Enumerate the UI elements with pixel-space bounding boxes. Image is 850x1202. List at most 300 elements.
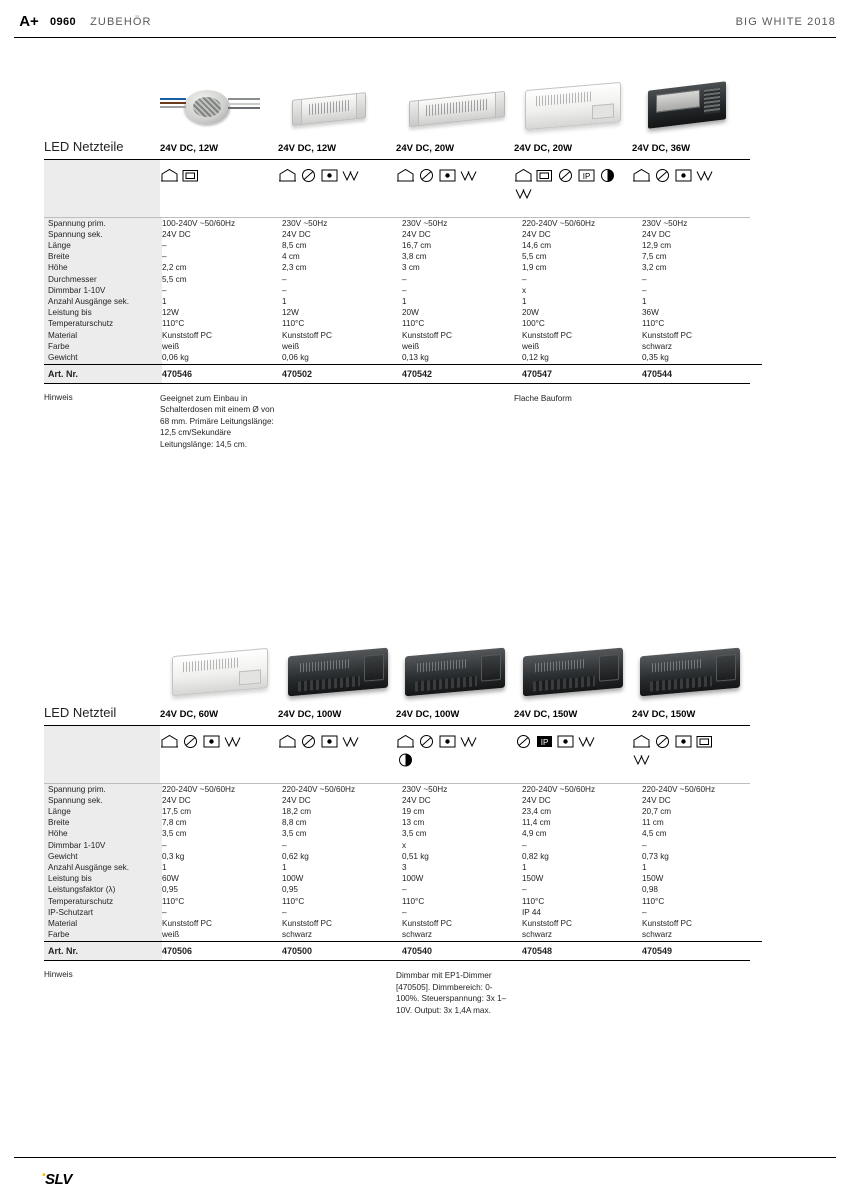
spec-value: 3,2 cm bbox=[642, 263, 667, 273]
spec-value: 24V DC bbox=[402, 229, 431, 239]
house-icon bbox=[396, 734, 415, 749]
spec-value: Kunststoff PC bbox=[402, 918, 452, 928]
article-number[interactable]: 470546 bbox=[162, 364, 282, 383]
notes-row bbox=[44, 393, 750, 451]
spec-value: 24V DC bbox=[642, 795, 671, 805]
table-row bbox=[44, 795, 762, 806]
spec-value: 0,62 kg bbox=[282, 851, 309, 861]
spec-value: 110°C bbox=[282, 896, 305, 906]
spec-label: Spannung prim. bbox=[44, 784, 162, 795]
pictogram-cell bbox=[396, 726, 514, 783]
double-insulation-icon bbox=[341, 168, 360, 183]
spec-label: IP-Schutzart bbox=[44, 907, 162, 918]
catalog-title: BIG WHITE 2018 bbox=[735, 16, 836, 28]
spec-value: – bbox=[402, 285, 407, 295]
circle-icon bbox=[299, 734, 318, 749]
square-dot-icon bbox=[438, 168, 457, 183]
product-photo bbox=[515, 50, 633, 138]
box-icon bbox=[695, 734, 714, 749]
pictogram-cell bbox=[160, 160, 278, 217]
article-number[interactable]: 470547 bbox=[522, 364, 642, 383]
spec-label: Breite bbox=[44, 818, 162, 829]
spec-value: 150W bbox=[522, 874, 544, 884]
spec-value: – bbox=[162, 840, 167, 850]
spec-table bbox=[44, 218, 762, 383]
spec-value: 1 bbox=[522, 296, 527, 306]
square-dot-icon bbox=[202, 734, 221, 749]
svg-text:IP: IP bbox=[540, 738, 549, 747]
square-dot-icon bbox=[674, 168, 693, 183]
spec-value: weiß bbox=[282, 341, 300, 351]
spec-value: Kunststoff PC bbox=[162, 330, 212, 340]
svg-text:IP: IP bbox=[582, 172, 591, 181]
house-icon bbox=[632, 734, 651, 749]
table-row bbox=[44, 896, 762, 907]
double-insulation-icon bbox=[632, 752, 651, 767]
spec-value: 13 cm bbox=[402, 818, 425, 828]
table-row bbox=[44, 252, 762, 263]
spec-value: – bbox=[162, 907, 167, 917]
note-text bbox=[278, 393, 396, 451]
spec-label: Leistung bis bbox=[44, 308, 162, 319]
spec-value: 11 cm bbox=[642, 818, 664, 828]
spec-label: Material bbox=[44, 918, 162, 929]
spec-value: 110°C bbox=[162, 319, 185, 329]
spec-value: x bbox=[522, 285, 527, 295]
circle-icon bbox=[417, 168, 436, 183]
spec-value: 4,9 cm bbox=[522, 829, 547, 839]
spec-value: 8,8 cm bbox=[282, 818, 307, 828]
spec-value: – bbox=[402, 885, 407, 895]
article-number[interactable]: 470540 bbox=[402, 941, 522, 960]
spec-value: 1 bbox=[282, 862, 287, 872]
spec-value: 110°C bbox=[402, 896, 425, 906]
product-photo bbox=[397, 616, 515, 704]
spec-label: Anzahl Ausgänge sek. bbox=[44, 296, 162, 307]
spec-value: 0,35 kg bbox=[642, 352, 669, 362]
spec-value: 0,06 kg bbox=[282, 352, 309, 362]
table-row bbox=[44, 263, 762, 274]
circle-icon bbox=[417, 734, 436, 749]
spec-value: 0,51 kg bbox=[402, 851, 429, 861]
table-row-article-number bbox=[44, 941, 762, 960]
spec-value: – bbox=[642, 274, 647, 284]
product-variant-title: 24V DC, 36W bbox=[632, 143, 691, 154]
spec-label: Länge bbox=[44, 806, 162, 817]
circle-icon bbox=[653, 734, 672, 749]
spec-table-wrapper bbox=[44, 218, 750, 384]
artnr-label: Art. Nr. bbox=[44, 364, 162, 383]
artnr-label: Art. Nr. bbox=[44, 941, 162, 960]
spec-value: 24V DC bbox=[162, 229, 191, 239]
table-row bbox=[44, 341, 762, 352]
spec-value: 0,95 bbox=[282, 885, 298, 895]
spec-value: IP 44 bbox=[522, 907, 541, 917]
house-icon bbox=[278, 168, 297, 183]
product-family-name: LED Netzteil bbox=[44, 705, 117, 720]
spec-value: – bbox=[282, 274, 287, 284]
spec-value: – bbox=[522, 274, 527, 284]
spec-value: schwarz bbox=[642, 930, 673, 940]
spec-value: 5,5 cm bbox=[522, 252, 547, 262]
spec-value: 100°C bbox=[522, 319, 545, 329]
table-row bbox=[44, 806, 762, 817]
spec-value: 150W bbox=[642, 874, 664, 884]
product-variant-title: 24V DC, 12W bbox=[160, 143, 219, 154]
spec-value: 220-240V ~50/60Hz bbox=[162, 784, 236, 794]
ip44-icon bbox=[535, 734, 554, 749]
energy-class-badge: A+ bbox=[14, 10, 44, 32]
spec-value: 20W bbox=[522, 308, 539, 318]
page-footer bbox=[14, 1157, 836, 1158]
spec-value: 36W bbox=[642, 308, 659, 318]
spec-value: Kunststoff PC bbox=[642, 330, 692, 340]
spec-value: – bbox=[282, 285, 287, 295]
spec-value: 230V ~50Hz bbox=[402, 218, 448, 228]
column-title-row bbox=[44, 704, 750, 726]
spec-value: Kunststoff PC bbox=[642, 918, 692, 928]
pictogram-row-spacer bbox=[44, 726, 160, 783]
table-row bbox=[44, 907, 762, 918]
spec-value: 110°C bbox=[522, 896, 545, 906]
pictogram-cell bbox=[632, 160, 750, 217]
spec-label: Dimmbar 1-10V bbox=[44, 840, 162, 851]
circle-icon bbox=[653, 168, 672, 183]
article-number[interactable]: 470544 bbox=[642, 364, 762, 383]
brand-logo bbox=[42, 1170, 72, 1188]
spec-value: 3,5 cm bbox=[402, 829, 427, 839]
spec-value: 7,8 cm bbox=[162, 818, 187, 828]
spec-value: schwarz bbox=[402, 930, 433, 940]
spec-value: 12,9 cm bbox=[642, 240, 672, 250]
spec-label: Farbe bbox=[44, 930, 162, 942]
double-insulation-icon bbox=[459, 168, 478, 183]
note-text bbox=[278, 970, 396, 1016]
spec-value: 100-240V ~50/60Hz bbox=[162, 218, 236, 228]
product-block-1 bbox=[44, 50, 750, 450]
spec-table bbox=[44, 784, 762, 960]
spec-value: Kunststoff PC bbox=[522, 330, 572, 340]
product-variant-title: 24V DC, 12W bbox=[278, 143, 337, 154]
spec-value: schwarz bbox=[282, 930, 313, 940]
product-photo bbox=[632, 616, 750, 704]
circle-icon bbox=[299, 168, 318, 183]
spec-table-wrapper bbox=[44, 784, 750, 961]
spec-value: 0,12 kg bbox=[522, 352, 549, 362]
spec-value: weiß bbox=[162, 341, 180, 351]
table-row bbox=[44, 851, 762, 862]
spec-value: 110°C bbox=[282, 319, 305, 329]
spec-value: 1 bbox=[402, 296, 407, 306]
spec-value: 1,9 cm bbox=[522, 263, 547, 273]
ip-rating-icon bbox=[577, 168, 596, 183]
dimmable-icon bbox=[396, 752, 415, 767]
pictogram-row bbox=[44, 160, 750, 218]
spec-value: 220-240V ~50/60Hz bbox=[522, 218, 596, 228]
spec-label: Temperaturschutz bbox=[44, 896, 162, 907]
notes-label: Hinweis bbox=[44, 970, 73, 980]
article-number[interactable]: 470548 bbox=[522, 941, 642, 960]
house-icon bbox=[514, 168, 533, 183]
square-icon bbox=[535, 168, 554, 183]
spec-value: schwarz bbox=[522, 930, 553, 940]
square-dot-icon bbox=[320, 168, 339, 183]
pictogram-cell bbox=[396, 160, 514, 217]
product-variant-title: 24V DC, 100W bbox=[396, 709, 460, 720]
spec-value: – bbox=[162, 285, 167, 295]
table-row bbox=[44, 285, 762, 296]
spec-value: 2,2 cm bbox=[162, 263, 187, 273]
spec-value: 4,5 cm bbox=[642, 829, 667, 839]
table-row bbox=[44, 930, 762, 942]
product-photo-row bbox=[44, 616, 750, 704]
table-row bbox=[44, 274, 762, 285]
note-text: Dimmbar mit EP1-Dimmer [470505]. Dimmbereich: 0-100%. Steuerspannung: 3x 1–10V. Output: 3x 1,4A max. bbox=[396, 971, 507, 1015]
spec-value: 220-240V ~50/60Hz bbox=[282, 784, 356, 794]
double-insulation-icon bbox=[341, 734, 360, 749]
spec-value: – bbox=[642, 907, 647, 917]
article-number[interactable]: 470506 bbox=[162, 941, 282, 960]
spec-value: 0,82 kg bbox=[522, 851, 549, 861]
note-text: Flache Bauform bbox=[514, 393, 572, 403]
spec-value: 1 bbox=[642, 296, 647, 306]
spec-value: weiß bbox=[522, 341, 540, 351]
section-title: ZUBEHÖR bbox=[90, 16, 152, 28]
spec-value: schwarz bbox=[642, 341, 673, 351]
table-row bbox=[44, 862, 762, 873]
pictogram-cell bbox=[160, 726, 278, 783]
spec-label: Länge bbox=[44, 240, 162, 251]
spec-value: 0,98 bbox=[642, 885, 658, 895]
square-dot-icon bbox=[556, 734, 575, 749]
double-insulation-icon bbox=[459, 734, 478, 749]
spec-value: 23,4 cm bbox=[522, 806, 552, 816]
spec-value: Kunststoff PC bbox=[162, 918, 212, 928]
pictogram-cell bbox=[278, 160, 396, 217]
spec-value: 3 bbox=[402, 862, 407, 872]
logo-dot-icon: • bbox=[42, 1170, 46, 1181]
spec-value: 11,4 cm bbox=[522, 818, 551, 828]
spec-value: 16,7 cm bbox=[402, 240, 432, 250]
product-family-name: LED Netzteile bbox=[44, 139, 124, 154]
spec-value: 230V ~50Hz bbox=[642, 218, 688, 228]
double-insulation-icon bbox=[695, 168, 714, 183]
article-number[interactable]: 470549 bbox=[642, 941, 762, 960]
spec-value: x bbox=[402, 840, 407, 850]
spec-value: 8,5 cm bbox=[282, 240, 307, 250]
double-insulation-icon bbox=[223, 734, 242, 749]
spec-value: – bbox=[282, 907, 287, 917]
spec-value: 3 cm bbox=[402, 263, 420, 273]
square-icon bbox=[181, 168, 200, 183]
spec-label: Gewicht bbox=[44, 352, 162, 364]
house-icon bbox=[160, 734, 179, 749]
product-variant-title: 24V DC, 60W bbox=[160, 709, 219, 720]
dimmable-icon bbox=[598, 168, 617, 183]
spec-value: 24V DC bbox=[282, 229, 311, 239]
spec-value: 24V DC bbox=[522, 229, 551, 239]
spec-value: 230V ~50Hz bbox=[402, 784, 448, 794]
spec-value: – bbox=[642, 285, 647, 295]
spec-value: weiß bbox=[402, 341, 420, 351]
spec-value: 0,06 kg bbox=[162, 352, 189, 362]
house-icon bbox=[160, 168, 179, 183]
table-row bbox=[44, 319, 762, 330]
table-row bbox=[44, 308, 762, 319]
spec-value: 20W bbox=[402, 308, 419, 318]
note-text: Geeignet zum Einbau in Schalterdosen mit einem Ø von 68 mm. Primäre Leitungslänge: 12,5 cm/Sekundäre Leitungslänge: 14,5 cm. bbox=[160, 393, 275, 449]
spec-value: 0,3 kg bbox=[162, 851, 185, 861]
spec-value: weiß bbox=[162, 930, 180, 940]
spec-value: – bbox=[402, 274, 407, 284]
spec-value: 14,6 cm bbox=[522, 240, 552, 250]
pictogram-cell bbox=[632, 726, 750, 783]
spec-value: 12W bbox=[162, 308, 179, 318]
spec-value: Kunststoff PC bbox=[402, 330, 452, 340]
spec-value: 110°C bbox=[402, 319, 425, 329]
double-insulation-icon bbox=[577, 734, 596, 749]
table-row bbox=[44, 829, 762, 840]
article-number[interactable]: 470500 bbox=[282, 941, 402, 960]
product-photo bbox=[162, 616, 280, 704]
product-variant-title: 24V DC, 20W bbox=[396, 143, 455, 154]
table-row bbox=[44, 818, 762, 829]
table-row bbox=[44, 885, 762, 896]
page-header bbox=[14, 12, 836, 38]
table-row bbox=[44, 240, 762, 251]
spec-value: 60W bbox=[162, 874, 179, 884]
note-text bbox=[632, 393, 750, 451]
article-number[interactable]: 470542 bbox=[402, 364, 522, 383]
product-photo bbox=[397, 50, 515, 138]
spec-value: 100W bbox=[402, 874, 424, 884]
spec-label: Spannung sek. bbox=[44, 795, 162, 806]
spec-label: Breite bbox=[44, 252, 162, 263]
spec-value: 19 cm bbox=[402, 806, 425, 816]
spec-value: 24V DC bbox=[282, 795, 311, 805]
product-variant-title: 24V DC, 150W bbox=[514, 709, 578, 720]
spec-value: 3,5 cm bbox=[162, 829, 187, 839]
table-row bbox=[44, 840, 762, 851]
spec-value: 24V DC bbox=[522, 795, 551, 805]
product-photo bbox=[280, 616, 398, 704]
spec-value: Kunststoff PC bbox=[282, 330, 332, 340]
spec-value: 100W bbox=[282, 874, 304, 884]
pictogram-cell bbox=[514, 726, 632, 783]
circle-icon bbox=[556, 168, 575, 183]
pictogram-row-spacer bbox=[44, 160, 160, 217]
spec-value: Kunststoff PC bbox=[522, 918, 572, 928]
spec-value: 3,8 cm bbox=[402, 252, 427, 262]
note-text bbox=[632, 970, 750, 1016]
spec-value: 110°C bbox=[642, 896, 665, 906]
table-row bbox=[44, 874, 762, 885]
spec-label: Temperaturschutz bbox=[44, 319, 162, 330]
spec-label: Durchmesser bbox=[44, 274, 162, 285]
spec-label: Gewicht bbox=[44, 851, 162, 862]
spec-value: 220-240V ~50/60Hz bbox=[642, 784, 716, 794]
spec-value: 1 bbox=[522, 862, 527, 872]
note-text bbox=[160, 970, 278, 1016]
spec-value: 0,95 bbox=[162, 885, 178, 895]
article-number[interactable]: 470502 bbox=[282, 364, 402, 383]
note-text bbox=[514, 970, 632, 1016]
spec-value: – bbox=[162, 252, 167, 262]
spec-value: – bbox=[282, 840, 287, 850]
table-row bbox=[44, 330, 762, 341]
notes-row bbox=[44, 970, 750, 1016]
spec-label: Leistung bis bbox=[44, 874, 162, 885]
house-icon bbox=[396, 168, 415, 183]
spec-value: – bbox=[522, 885, 527, 895]
table-row-article-number bbox=[44, 364, 762, 383]
spec-label: Höhe bbox=[44, 829, 162, 840]
double-insulation-icon bbox=[514, 186, 533, 201]
page-number: 0960 bbox=[50, 16, 77, 28]
table-row bbox=[44, 296, 762, 307]
spec-value: 7,5 cm bbox=[642, 252, 667, 262]
spec-value: 24V DC bbox=[642, 229, 671, 239]
product-variant-title: 24V DC, 150W bbox=[632, 709, 696, 720]
spec-value: 1 bbox=[642, 862, 647, 872]
pictogram-row bbox=[44, 726, 750, 784]
spec-label: Leistungsfaktor (λ) bbox=[44, 885, 162, 896]
spec-value: 220-240V ~50/60Hz bbox=[522, 784, 596, 794]
square-dot-icon bbox=[674, 734, 693, 749]
circle-icon bbox=[514, 734, 533, 749]
spec-label: Material bbox=[44, 330, 162, 341]
spec-value: 3,5 cm bbox=[282, 829, 307, 839]
spec-value: 2,3 cm bbox=[282, 263, 307, 273]
product-photo bbox=[162, 50, 280, 138]
product-block-2 bbox=[44, 616, 750, 1016]
spec-label: Anzahl Ausgänge sek. bbox=[44, 862, 162, 873]
house-icon bbox=[278, 734, 297, 749]
product-photo bbox=[280, 50, 398, 138]
pictogram-cell bbox=[278, 726, 396, 783]
table-row bbox=[44, 229, 762, 240]
spec-value: 18,2 cm bbox=[282, 806, 312, 816]
spec-value: Kunststoff PC bbox=[282, 918, 332, 928]
table-row bbox=[44, 352, 762, 364]
circle-icon bbox=[181, 734, 200, 749]
spec-value: 0,73 kg bbox=[642, 851, 669, 861]
square-dot-icon bbox=[320, 734, 339, 749]
table-row bbox=[44, 784, 762, 795]
table-row bbox=[44, 918, 762, 929]
product-variant-title: 24V DC, 100W bbox=[278, 709, 342, 720]
spec-value: – bbox=[402, 907, 407, 917]
spec-value: 24V DC bbox=[162, 795, 191, 805]
spec-value: 110°C bbox=[162, 896, 185, 906]
spec-value: 20,7 cm bbox=[642, 806, 672, 816]
spec-value: 24V DC bbox=[402, 795, 431, 805]
spec-value: 17,5 cm bbox=[162, 806, 192, 816]
pictogram-cell bbox=[514, 160, 632, 217]
spec-label: Spannung prim. bbox=[44, 218, 162, 229]
column-title-row bbox=[44, 138, 750, 160]
logo-text: SLV bbox=[45, 1171, 72, 1188]
note-text bbox=[396, 393, 514, 451]
spec-value: – bbox=[162, 240, 167, 250]
spec-value: – bbox=[522, 840, 527, 850]
product-photo-row bbox=[44, 50, 750, 138]
spec-value: 1 bbox=[282, 296, 287, 306]
square-dot-icon bbox=[438, 734, 457, 749]
spec-value: 1 bbox=[162, 296, 167, 306]
table-row bbox=[44, 218, 762, 229]
spec-value: 12W bbox=[282, 308, 299, 318]
